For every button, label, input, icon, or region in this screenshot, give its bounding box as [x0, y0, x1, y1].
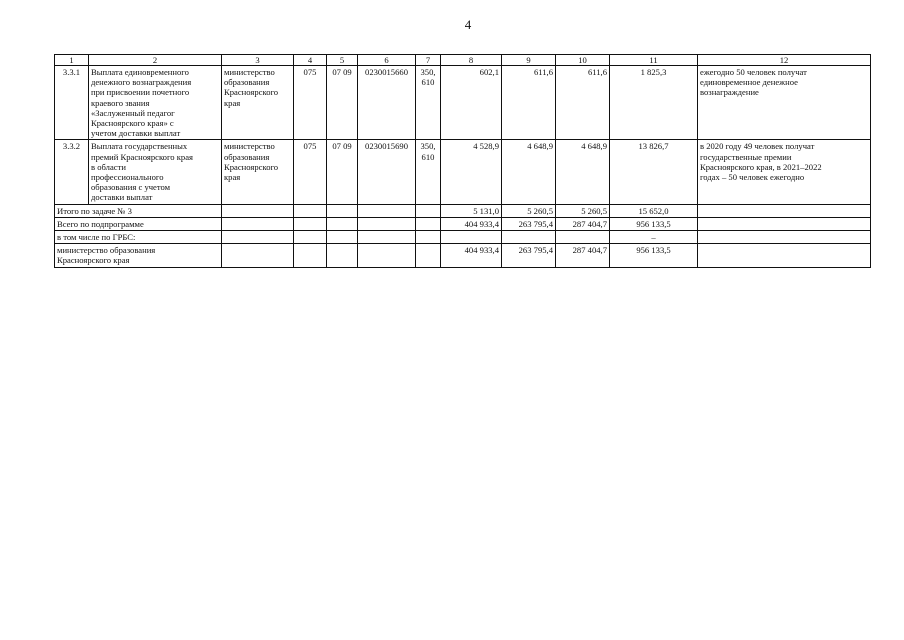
empty-cell	[416, 244, 441, 267]
row-col7	[416, 66, 441, 140]
text-line: Красноярского края	[57, 255, 130, 266]
text-line: годах – 50 человек ежегодно	[700, 172, 805, 183]
text-line: доставки выплат	[91, 192, 153, 203]
row-col6: 0230015660	[358, 66, 416, 140]
total-col8-value	[441, 231, 502, 244]
text-line: денежного вознаграждения	[91, 77, 192, 88]
text-line: премий Красноярского края	[91, 151, 193, 162]
text-line: профессионального	[91, 172, 164, 183]
text-line: Выплата единовременного	[91, 67, 189, 77]
total-col11-value: –	[610, 231, 698, 244]
empty-cell	[358, 217, 416, 230]
table-header-row	[55, 55, 871, 66]
row-grbs	[222, 66, 294, 140]
text-line: краевого звания	[91, 97, 150, 108]
empty-cell	[294, 244, 327, 267]
row-col11-value: 13 826,7	[610, 140, 698, 204]
total-col11-value: 956 133,5	[610, 244, 698, 267]
text-line: в области	[91, 161, 126, 172]
row-col9-value: 611,6	[502, 66, 556, 140]
empty-cell	[222, 204, 294, 217]
row-col11-value: 1 825,3	[610, 66, 698, 140]
empty-cell	[327, 217, 358, 230]
total-col8-value: 5 131,0	[441, 204, 502, 217]
empty-cell	[416, 204, 441, 217]
row-grbs	[222, 140, 294, 204]
total-col11-value: 15 652,0	[610, 204, 698, 217]
table-row	[55, 140, 871, 204]
empty-cell	[358, 244, 416, 267]
text-line: образования	[224, 151, 270, 162]
empty-cell	[327, 204, 358, 217]
total-col8-value: 404 933,4	[441, 244, 502, 267]
empty-cell	[698, 204, 871, 217]
column-header: 10	[556, 55, 610, 66]
empty-cell	[358, 231, 416, 244]
row-code: 3.3.2	[55, 140, 89, 204]
row-col5: 07 09	[327, 140, 358, 204]
text-line: государственные премии	[700, 151, 792, 162]
total-row-ministry	[55, 244, 871, 267]
empty-cell	[222, 231, 294, 244]
total-label	[55, 244, 222, 267]
text-line: Выплата государственных	[91, 141, 188, 152]
text-line: министерство образования	[57, 245, 156, 256]
total-row-task	[55, 204, 871, 217]
total-col10-value: 287 404,7	[556, 217, 610, 230]
column-header: 2	[89, 55, 222, 66]
empty-cell	[358, 204, 416, 217]
text-line: Итого по задаче № 3	[57, 205, 132, 216]
row-measure-name	[89, 66, 222, 140]
total-col11-value: 956 133,5	[610, 217, 698, 230]
column-header: 9	[502, 55, 556, 66]
row-col6: 0230015690	[358, 140, 416, 204]
empty-cell	[698, 244, 871, 267]
total-label	[55, 231, 222, 244]
text-line: края	[224, 172, 241, 183]
total-row-subprogram	[55, 217, 871, 230]
row-col9-value: 4 648,9	[502, 140, 556, 204]
text-line: в том числе по ГРБС:	[57, 232, 136, 243]
column-header: 6	[358, 55, 416, 66]
text-line: 350,	[420, 141, 436, 152]
text-line: «Заслуженный педагог	[91, 107, 175, 118]
column-header: 8	[441, 55, 502, 66]
row-col8-value: 4 528,9	[441, 140, 502, 204]
row-note	[698, 140, 871, 204]
page-number: 4	[464, 17, 472, 32]
text-line: Всего по подпрограмме	[57, 218, 144, 229]
table-row	[55, 66, 871, 140]
empty-cell	[294, 217, 327, 230]
total-row-grbs-header	[55, 231, 871, 244]
row-col8-value: 602,1	[441, 66, 502, 140]
text-line: учетом доставки выплат	[91, 128, 181, 139]
text-line: единовременное денежное	[700, 77, 798, 88]
text-line: образования с учетом	[91, 182, 171, 193]
column-header: 3	[222, 55, 294, 66]
empty-cell	[698, 231, 871, 244]
empty-cell	[327, 244, 358, 267]
text-line: в 2020 году 49 человек получат	[700, 141, 815, 152]
total-col8-value: 404 933,4	[441, 217, 502, 230]
text-line: Красноярского края, в 2021–2022	[700, 161, 822, 172]
row-code: 3.3.1	[55, 66, 89, 140]
empty-cell	[294, 204, 327, 217]
text-line: ежегодно 50 человек получат	[700, 67, 807, 77]
total-col9-value: 263 795,4	[502, 217, 556, 230]
total-label	[55, 204, 222, 217]
budget-table	[54, 54, 871, 268]
empty-cell	[222, 217, 294, 230]
text-line: Красноярского края» с	[91, 118, 174, 129]
column-header: 5	[327, 55, 358, 66]
column-header: 4	[294, 55, 327, 66]
text-line: образования	[224, 77, 270, 88]
row-note	[698, 66, 871, 140]
empty-cell	[698, 217, 871, 230]
column-header: 7	[416, 55, 441, 66]
row-col5: 07 09	[327, 66, 358, 140]
empty-cell	[222, 244, 294, 267]
row-col4: 075	[294, 140, 327, 204]
table-body	[55, 55, 871, 268]
text-line: края	[224, 97, 241, 108]
empty-cell	[416, 217, 441, 230]
text-line: 610	[421, 77, 435, 88]
row-col7	[416, 140, 441, 204]
total-col9-value	[502, 231, 556, 244]
text-line: при присвоении почетного	[91, 87, 190, 98]
total-col9-value: 263 795,4	[502, 244, 556, 267]
empty-cell	[327, 231, 358, 244]
row-measure-name	[89, 140, 222, 204]
column-header: 1	[55, 55, 89, 66]
total-col10-value: 5 260,5	[556, 204, 610, 217]
empty-cell	[416, 231, 441, 244]
text-line: вознаграждение	[700, 87, 759, 98]
text-line: Красноярского	[224, 161, 279, 172]
text-line: 350,	[420, 67, 436, 77]
column-header: 12	[698, 55, 871, 66]
row-col10-value: 4 648,9	[556, 140, 610, 204]
text-line: 610	[421, 151, 435, 162]
column-header: 11	[610, 55, 698, 66]
total-label	[55, 217, 222, 230]
empty-cell	[294, 231, 327, 244]
text-line: Красноярского	[224, 87, 279, 98]
total-col9-value: 5 260,5	[502, 204, 556, 217]
row-col10-value: 611,6	[556, 66, 610, 140]
total-col10-value: 287 404,7	[556, 244, 610, 267]
text-line: министерство	[224, 141, 275, 152]
total-col10-value	[556, 231, 610, 244]
row-col4: 075	[294, 66, 327, 140]
text-line: министерство	[224, 67, 275, 77]
